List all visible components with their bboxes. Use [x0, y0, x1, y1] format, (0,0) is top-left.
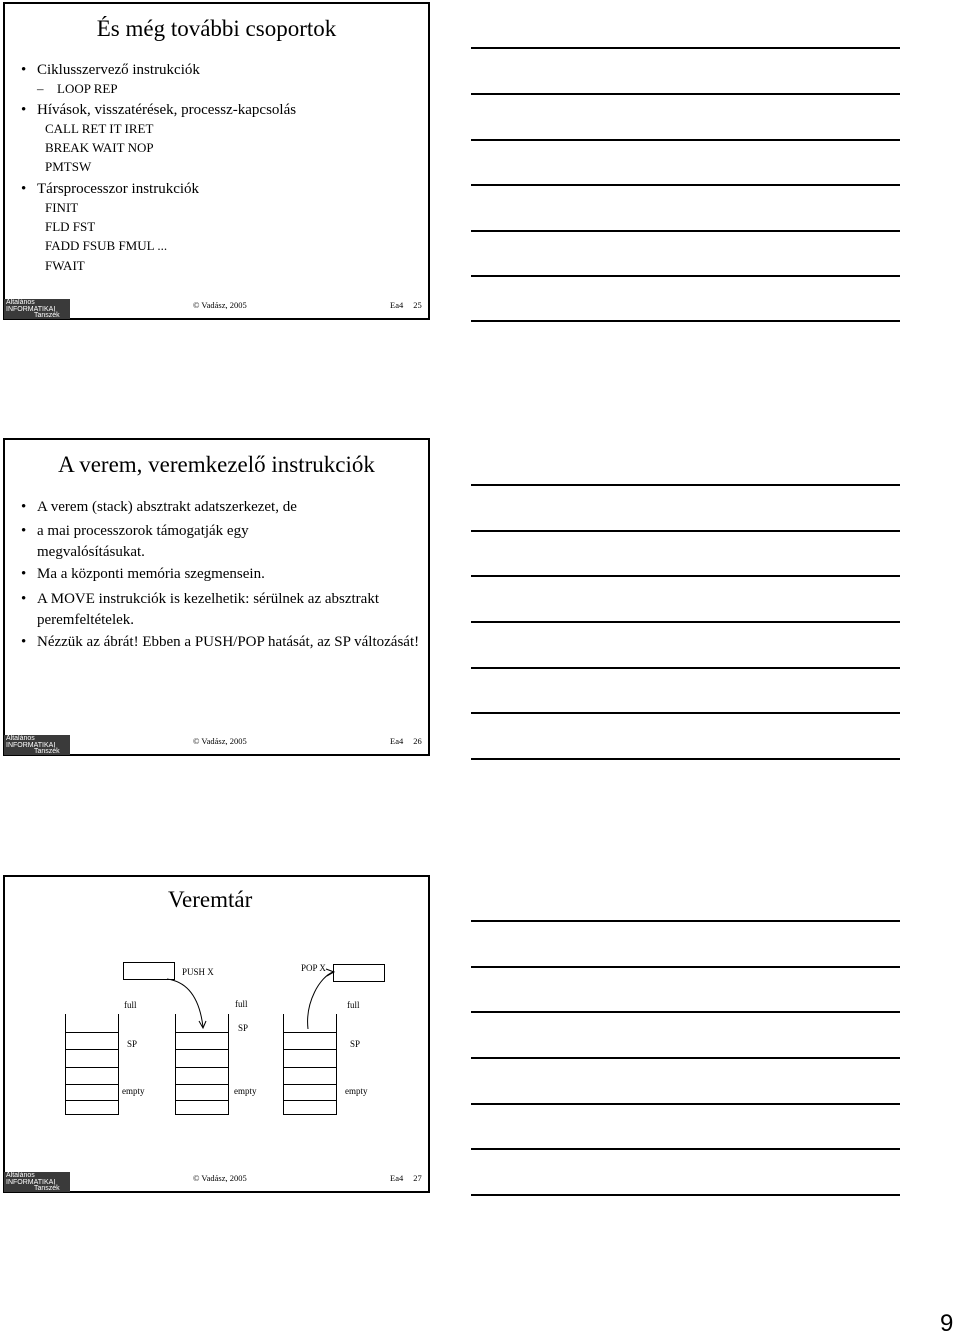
bullet-item: • Ma a központi memória szegmensein.: [37, 565, 407, 583]
bullet-item: • Nézzük az ábrát! Ebben a PUSH/POP hatását, az SP változását!: [37, 632, 422, 653]
note-line: [471, 621, 900, 623]
stack-after-push: [175, 1014, 229, 1115]
note-line: [471, 139, 900, 141]
slide-title: Veremtár: [168, 887, 253, 912]
slide-title: És még további csoportok: [96, 16, 337, 41]
department-logo: Általános INFORMATIKAI Tanszék: [4, 299, 70, 319]
note-line: [471, 93, 900, 95]
note-line: [471, 758, 900, 760]
bullet-item: • Ciklusszervező instrukciók: [37, 61, 200, 79]
slide-code: Ea4 27: [390, 1173, 422, 1183]
slide-code: Ea4 26: [390, 736, 422, 746]
note-line: [471, 1148, 900, 1150]
sub-item: – LOOP REP: [57, 81, 118, 97]
slide-footer: [5, 1169, 428, 1191]
sp-label: SP: [127, 1039, 138, 1049]
department-logo: Általános INFORMATIKAI Tanszék: [4, 1172, 70, 1192]
slide-title: A verem, veremkezelő instrukciók: [58, 452, 375, 477]
note-line: [471, 530, 900, 532]
sub-item: FWAIT: [45, 258, 85, 273]
empty-label: empty: [345, 1086, 368, 1096]
note-line: [471, 484, 900, 486]
note-line: [471, 712, 900, 714]
sub-item: BREAK WAIT NOP: [45, 140, 154, 155]
note-line: [471, 966, 900, 968]
copyright-text: © Vadász, 2005: [193, 736, 247, 746]
stack-before: [65, 1014, 119, 1115]
slide-27: [3, 875, 430, 1193]
note-line: [471, 667, 900, 669]
bullet-item: • Hívások, visszatérések, processz-kapcsolás: [37, 101, 296, 119]
note-line: [471, 1011, 900, 1013]
sub-item: FINIT: [45, 200, 79, 215]
bullet-item: • Társprocesszor instrukciók: [37, 180, 199, 198]
note-line: [471, 320, 900, 322]
stack-after-pop: [283, 1014, 337, 1115]
note-line: [471, 47, 900, 49]
sub-item: FLD FST: [45, 219, 96, 234]
slide-25: [3, 2, 430, 320]
sp-label: SP: [238, 1023, 249, 1033]
empty-label: empty: [234, 1086, 257, 1096]
note-line: [471, 275, 900, 277]
push-label: PUSH X: [182, 967, 214, 977]
note-line: [471, 1103, 900, 1105]
sub-item: FADD FSUB FMUL ...: [45, 238, 168, 253]
note-line: [471, 920, 900, 922]
copyright-text: © Vadász, 2005: [193, 300, 247, 310]
department-logo: Általános INFORMATIKAI Tanszék: [4, 735, 70, 755]
slide-code: Ea4 25: [390, 300, 422, 310]
bullet-item: • a mai processzorok támogatják egy megvalósításukat.: [37, 521, 307, 563]
note-line: [471, 184, 900, 186]
bullet-item: • A MOVE instrukciók is kezelhetik: sérülnek az absztrakt peremfeltételek.: [37, 589, 397, 631]
bullet-item: • A verem (stack) absztrakt adatszerkezet, de: [37, 498, 397, 516]
sub-item: CALL RET IT IRET: [45, 121, 154, 136]
empty-label: empty: [122, 1086, 145, 1096]
pop-target-box: [333, 964, 385, 982]
note-line: [471, 230, 900, 232]
sub-item: PMTSW: [45, 159, 92, 174]
note-line: [471, 1194, 900, 1196]
pop-label: POP X: [301, 963, 326, 973]
slide-footer: [5, 732, 428, 754]
full-label: full: [347, 1000, 360, 1010]
note-line: [471, 1057, 900, 1059]
page-number: 9: [940, 1310, 954, 1337]
slide-footer: [5, 296, 428, 318]
full-label: full: [124, 1000, 137, 1010]
push-source-box: [123, 962, 175, 980]
copyright-text: © Vadász, 2005: [193, 1173, 247, 1183]
sp-label: SP: [350, 1039, 361, 1049]
note-line: [471, 575, 900, 577]
slide-26: [3, 438, 430, 756]
full-label: full: [235, 999, 248, 1009]
